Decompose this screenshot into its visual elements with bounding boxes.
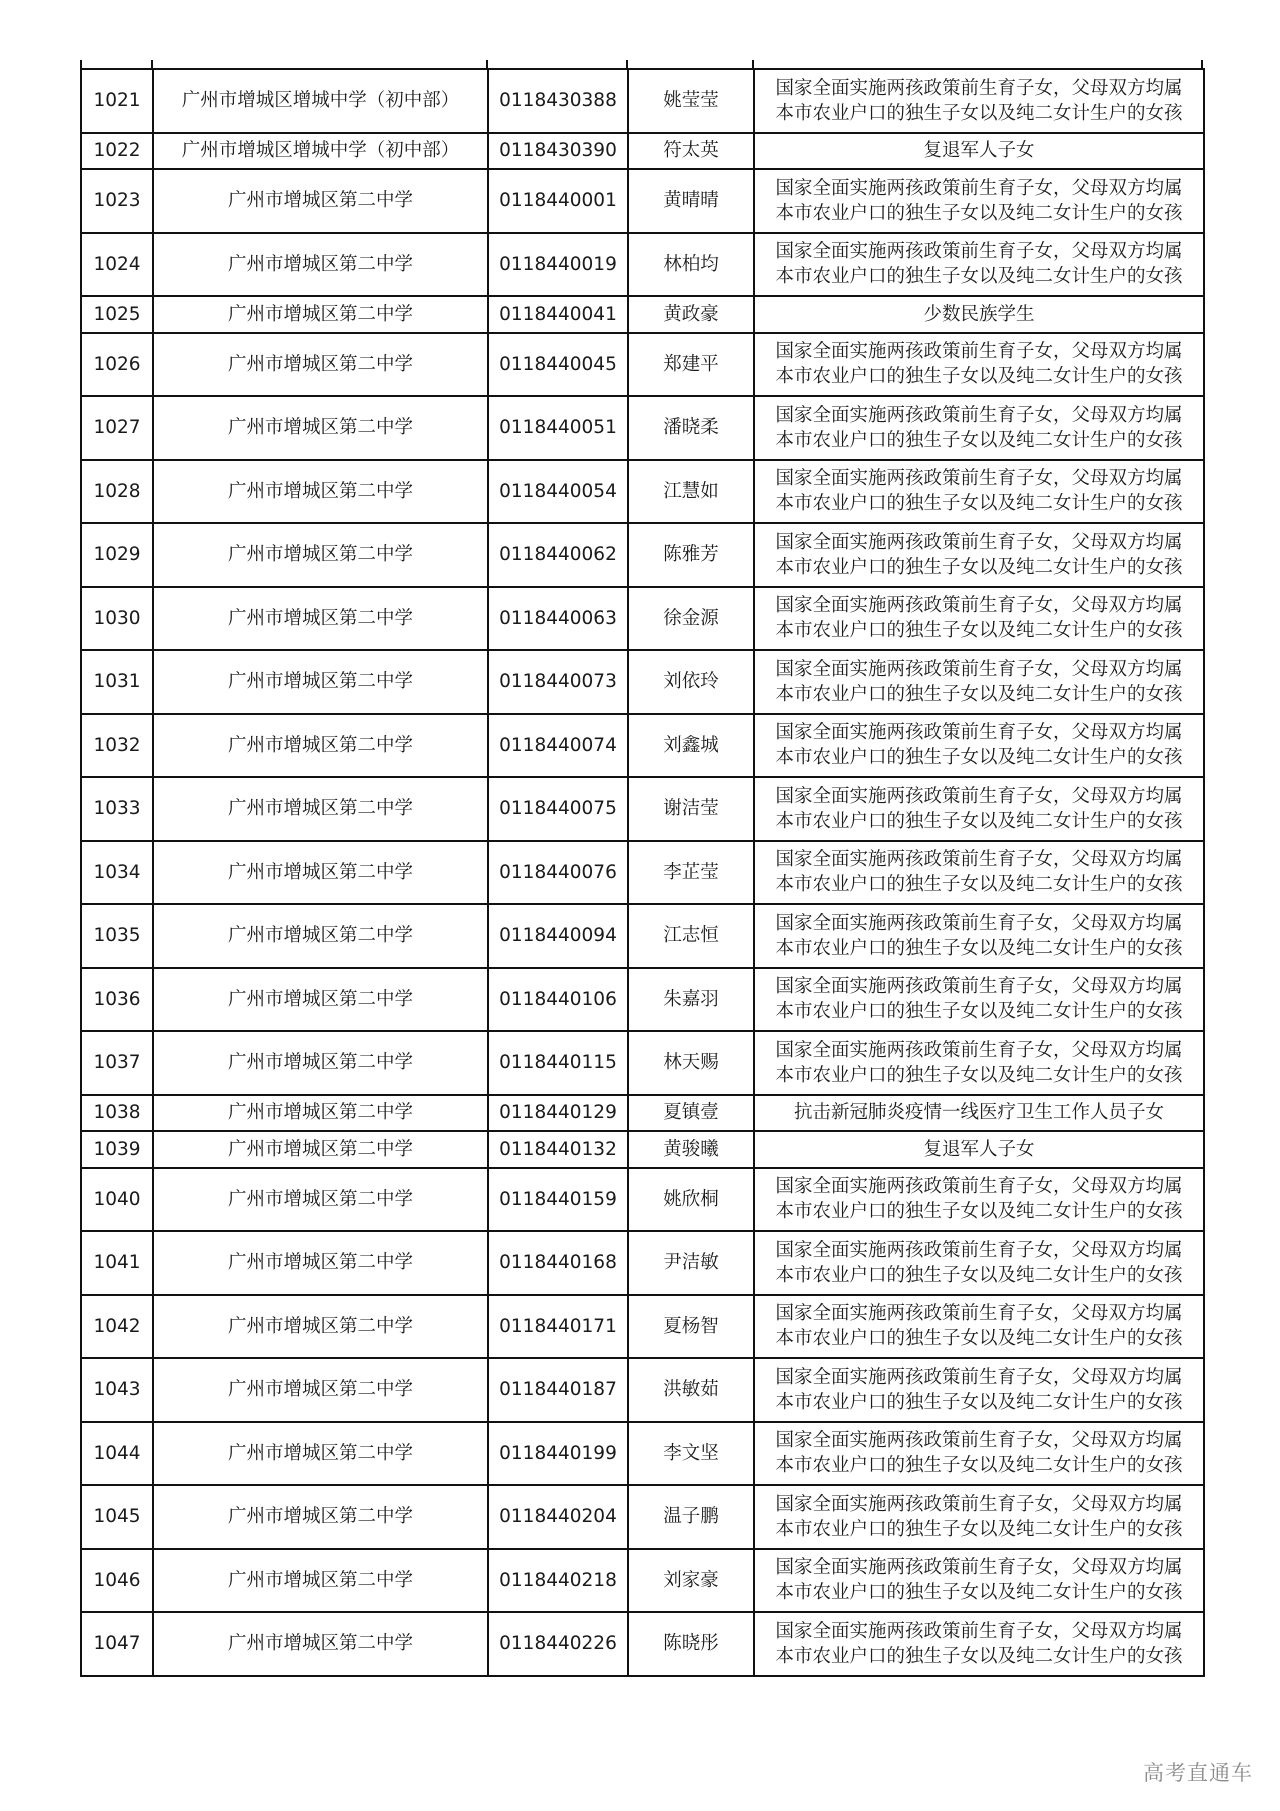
student-name: 符太英 xyxy=(628,133,754,170)
student-name: 林天赐 xyxy=(628,1031,754,1095)
table-row xyxy=(81,1422,1204,1486)
category-line: 国家全面实施两孩政策前生育子女，父母双方均属 xyxy=(775,468,1183,490)
category xyxy=(754,133,1204,170)
exam-number: 0118440129 xyxy=(488,1095,628,1132)
school-name: 广州市增城区第二中学 xyxy=(153,1095,488,1132)
category-line: 本市农业户口的独生子女以及纯二女计生户的女孩 xyxy=(775,1001,1183,1023)
table-row xyxy=(81,650,1204,714)
student-roster-table xyxy=(80,68,1205,1677)
category-line: 国家全面实施两孩政策前生育子女，父母双方均属 xyxy=(775,1303,1183,1325)
table-row xyxy=(81,69,1204,133)
category-line: 抗击新冠肺炎疫情一线医疗卫生工作人员子女 xyxy=(793,1102,1164,1124)
school-name: 广州市增城区第二中学 xyxy=(153,233,488,297)
table-row xyxy=(81,587,1204,651)
student-name: 谢洁莹 xyxy=(628,777,754,841)
row-number: 1029 xyxy=(81,523,153,587)
school-name: 广州市增城区第二中学 xyxy=(153,1485,488,1549)
category-line: 本市农业户口的独生子女以及纯二女计生户的女孩 xyxy=(775,1645,1183,1667)
exam-number: 0118440094 xyxy=(488,904,628,968)
row-number: 1035 xyxy=(81,904,153,968)
school-name: 广州市增城区第二中学 xyxy=(153,1295,488,1359)
row-number: 1023 xyxy=(81,169,153,233)
category-line: 本市农业户口的独生子女以及纯二女计生户的女孩 xyxy=(775,1391,1183,1413)
table-row xyxy=(81,1612,1204,1676)
category xyxy=(754,968,1204,1032)
student-name: 李文坚 xyxy=(628,1422,754,1486)
student-name: 夏镇壹 xyxy=(628,1095,754,1132)
student-name: 陈雅芳 xyxy=(628,523,754,587)
table-row xyxy=(81,296,1204,333)
table-row xyxy=(81,841,1204,905)
category xyxy=(754,396,1204,460)
table-row xyxy=(81,396,1204,460)
category-line: 国家全面实施两孩政策前生育子女，父母双方均属 xyxy=(775,849,1183,871)
category-line: 国家全面实施两孩政策前生育子女，父母双方均属 xyxy=(775,658,1183,680)
student-name: 夏杨智 xyxy=(628,1295,754,1359)
row-number: 1039 xyxy=(81,1131,153,1168)
category-line: 复退军人子女 xyxy=(923,140,1035,162)
student-name: 刘家豪 xyxy=(628,1549,754,1613)
table-row xyxy=(81,1295,1204,1359)
school-name: 广州市增城区第二中学 xyxy=(153,587,488,651)
category xyxy=(754,1358,1204,1422)
row-number: 1045 xyxy=(81,1485,153,1549)
exam-number: 0118440204 xyxy=(488,1485,628,1549)
student-name: 潘晓柔 xyxy=(628,396,754,460)
category xyxy=(754,233,1204,297)
category-line: 国家全面实施两孩政策前生育子女，父母双方均属 xyxy=(775,1176,1183,1198)
exam-number: 0118440218 xyxy=(488,1549,628,1613)
row-number: 1026 xyxy=(81,333,153,397)
category xyxy=(754,1422,1204,1486)
exam-number: 0118440106 xyxy=(488,968,628,1032)
exam-number: 0118440019 xyxy=(488,233,628,297)
student-name: 温子鹏 xyxy=(628,1485,754,1549)
category-line: 国家全面实施两孩政策前生育子女，父母双方均属 xyxy=(775,177,1183,199)
school-name: 广州市增城区第二中学 xyxy=(153,1168,488,1232)
table-row xyxy=(81,1131,1204,1168)
exam-number: 0118440199 xyxy=(488,1422,628,1486)
row-number: 1024 xyxy=(81,233,153,297)
exam-number: 0118440132 xyxy=(488,1131,628,1168)
row-number: 1038 xyxy=(81,1095,153,1132)
row-number: 1021 xyxy=(81,69,153,133)
table-row xyxy=(81,333,1204,397)
category xyxy=(754,587,1204,651)
row-number: 1031 xyxy=(81,650,153,714)
exam-number: 0118440074 xyxy=(488,714,628,778)
school-name: 广州市增城区第二中学 xyxy=(153,523,488,587)
exam-number: 0118430390 xyxy=(488,133,628,170)
category-line: 本市农业户口的独生子女以及纯二女计生户的女孩 xyxy=(775,937,1183,959)
row-number: 1040 xyxy=(81,1168,153,1232)
student-name: 姚欣桐 xyxy=(628,1168,754,1232)
category-line: 国家全面实施两孩政策前生育子女，父母双方均属 xyxy=(775,531,1183,553)
row-number: 1036 xyxy=(81,968,153,1032)
exam-number: 0118440063 xyxy=(488,587,628,651)
category-line: 国家全面实施两孩政策前生育子女，父母双方均属 xyxy=(775,912,1183,934)
category xyxy=(754,523,1204,587)
student-name: 姚莹莹 xyxy=(628,69,754,133)
table-row xyxy=(81,169,1204,233)
row-number: 1028 xyxy=(81,460,153,524)
student-name: 江慧如 xyxy=(628,460,754,524)
school-name: 广州市增城区第二中学 xyxy=(153,1612,488,1676)
exam-number: 0118440115 xyxy=(488,1031,628,1095)
category-line: 国家全面实施两孩政策前生育子女，父母双方均属 xyxy=(775,1239,1183,1261)
category-line: 复退军人子女 xyxy=(923,1138,1035,1160)
category-line: 本市农业户口的独生子女以及纯二女计生户的女孩 xyxy=(775,874,1183,896)
student-name: 郑建平 xyxy=(628,333,754,397)
category-line: 本市农业户口的独生子女以及纯二女计生户的女孩 xyxy=(775,102,1183,124)
school-name: 广州市增城区第二中学 xyxy=(153,169,488,233)
school-name: 广州市增城区第二中学 xyxy=(153,396,488,460)
table-row xyxy=(81,714,1204,778)
exam-number: 0118440045 xyxy=(488,333,628,397)
row-number: 1046 xyxy=(81,1549,153,1613)
category-line: 国家全面实施两孩政策前生育子女，父母双方均属 xyxy=(775,976,1183,998)
category-line: 本市农业户口的独生子女以及纯二女计生户的女孩 xyxy=(775,1518,1183,1540)
school-name: 广州市增城区第二中学 xyxy=(153,1549,488,1613)
school-name: 广州市增城区第二中学 xyxy=(153,1422,488,1486)
exam-number: 0118440001 xyxy=(488,169,628,233)
student-name: 黄晴晴 xyxy=(628,169,754,233)
exam-number: 0118440168 xyxy=(488,1231,628,1295)
student-name: 江志恒 xyxy=(628,904,754,968)
school-name: 广州市增城区第二中学 xyxy=(153,777,488,841)
category xyxy=(754,1295,1204,1359)
table-row xyxy=(81,1549,1204,1613)
row-number: 1047 xyxy=(81,1612,153,1676)
student-name: 林柏均 xyxy=(628,233,754,297)
category-line: 国家全面实施两孩政策前生育子女，父母双方均属 xyxy=(775,241,1183,263)
category-line: 国家全面实施两孩政策前生育子女，父母双方均属 xyxy=(775,1366,1183,1388)
category-line: 本市农业户口的独生子女以及纯二女计生户的女孩 xyxy=(775,202,1183,224)
student-name: 尹洁敏 xyxy=(628,1231,754,1295)
student-name: 洪敏茹 xyxy=(628,1358,754,1422)
category xyxy=(754,1231,1204,1295)
category xyxy=(754,714,1204,778)
student-name: 徐金源 xyxy=(628,587,754,651)
category-line: 少数民族学生 xyxy=(923,303,1035,325)
school-name: 广州市增城区第二中学 xyxy=(153,841,488,905)
category-line: 国家全面实施两孩政策前生育子女，父母双方均属 xyxy=(775,1493,1183,1515)
category xyxy=(754,460,1204,524)
category-line: 本市农业户口的独生子女以及纯二女计生户的女孩 xyxy=(775,266,1183,288)
exam-number: 0118440041 xyxy=(488,296,628,333)
category xyxy=(754,650,1204,714)
exam-number: 0118440076 xyxy=(488,841,628,905)
row-number: 1032 xyxy=(81,714,153,778)
school-name: 广州市增城区增城中学（初中部） xyxy=(153,133,488,170)
table-row xyxy=(81,233,1204,297)
table-row xyxy=(81,523,1204,587)
table-row xyxy=(81,904,1204,968)
student-name: 朱嘉羽 xyxy=(628,968,754,1032)
watermark: 高考直通车 xyxy=(1143,1761,1253,1785)
exam-number: 0118440159 xyxy=(488,1168,628,1232)
row-number: 1022 xyxy=(81,133,153,170)
category-line: 本市农业户口的独生子女以及纯二女计生户的女孩 xyxy=(775,1064,1183,1086)
row-number: 1042 xyxy=(81,1295,153,1359)
category-line: 本市农业户口的独生子女以及纯二女计生户的女孩 xyxy=(775,810,1183,832)
category-line: 本市农业户口的独生子女以及纯二女计生户的女孩 xyxy=(775,683,1183,705)
category xyxy=(754,69,1204,133)
exam-number: 0118440187 xyxy=(488,1358,628,1422)
school-name: 广州市增城区第二中学 xyxy=(153,650,488,714)
table-row xyxy=(81,777,1204,841)
category xyxy=(754,904,1204,968)
school-name: 广州市增城区第二中学 xyxy=(153,714,488,778)
category xyxy=(754,1095,1204,1132)
student-name: 陈晓彤 xyxy=(628,1612,754,1676)
exam-number: 0118440075 xyxy=(488,777,628,841)
student-name: 李芷莹 xyxy=(628,841,754,905)
school-name: 广州市增城区第二中学 xyxy=(153,1231,488,1295)
table-row xyxy=(81,1358,1204,1422)
category-line: 国家全面实施两孩政策前生育子女，父母双方均属 xyxy=(775,1430,1183,1452)
category xyxy=(754,1168,1204,1232)
category-line: 国家全面实施两孩政策前生育子女，父母双方均属 xyxy=(775,1620,1183,1642)
category-line: 国家全面实施两孩政策前生育子女，父母双方均属 xyxy=(775,1557,1183,1579)
school-name: 广州市增城区第二中学 xyxy=(153,333,488,397)
category-line: 本市农业户口的独生子女以及纯二女计生户的女孩 xyxy=(775,1201,1183,1223)
table-row xyxy=(81,1031,1204,1095)
student-name: 黄骏曦 xyxy=(628,1131,754,1168)
category-line: 本市农业户口的独生子女以及纯二女计生户的女孩 xyxy=(775,1582,1183,1604)
category xyxy=(754,333,1204,397)
table-row xyxy=(81,1095,1204,1132)
category xyxy=(754,1131,1204,1168)
student-name: 刘依玲 xyxy=(628,650,754,714)
exam-number: 0118440226 xyxy=(488,1612,628,1676)
category xyxy=(754,841,1204,905)
category-line: 本市农业户口的独生子女以及纯二女计生户的女孩 xyxy=(775,556,1183,578)
school-name: 广州市增城区增城中学（初中部） xyxy=(153,69,488,133)
exam-number: 0118430388 xyxy=(488,69,628,133)
row-number: 1033 xyxy=(81,777,153,841)
row-number: 1044 xyxy=(81,1422,153,1486)
table-row xyxy=(81,1168,1204,1232)
category-line: 国家全面实施两孩政策前生育子女，父母双方均属 xyxy=(775,1039,1183,1061)
table-row xyxy=(81,133,1204,170)
exam-number: 0118440073 xyxy=(488,650,628,714)
category-line: 本市农业户口的独生子女以及纯二女计生户的女孩 xyxy=(775,493,1183,515)
school-name: 广州市增城区第二中学 xyxy=(153,1358,488,1422)
exam-number: 0118440054 xyxy=(488,460,628,524)
row-number: 1034 xyxy=(81,841,153,905)
exam-number: 0118440171 xyxy=(488,1295,628,1359)
category-line: 国家全面实施两孩政策前生育子女，父母双方均属 xyxy=(775,77,1183,99)
table-row xyxy=(81,1231,1204,1295)
category-line: 本市农业户口的独生子女以及纯二女计生户的女孩 xyxy=(775,1455,1183,1477)
category-line: 本市农业户口的独生子女以及纯二女计生户的女孩 xyxy=(775,429,1183,451)
exam-number: 0118440051 xyxy=(488,396,628,460)
category xyxy=(754,169,1204,233)
row-number: 1027 xyxy=(81,396,153,460)
category-line: 本市农业户口的独生子女以及纯二女计生户的女孩 xyxy=(775,1264,1183,1286)
table-row xyxy=(81,1485,1204,1549)
category xyxy=(754,296,1204,333)
category-line: 本市农业户口的独生子女以及纯二女计生户的女孩 xyxy=(775,366,1183,388)
category-line: 本市农业户口的独生子女以及纯二女计生户的女孩 xyxy=(775,747,1183,769)
row-number: 1030 xyxy=(81,587,153,651)
category-line: 国家全面实施两孩政策前生育子女，父母双方均属 xyxy=(775,341,1183,363)
category-line: 本市农业户口的独生子女以及纯二女计生户的女孩 xyxy=(775,620,1183,642)
category xyxy=(754,1485,1204,1549)
school-name: 广州市增城区第二中学 xyxy=(153,296,488,333)
category-line: 本市农业户口的独生子女以及纯二女计生户的女孩 xyxy=(775,1328,1183,1350)
category-line: 国家全面实施两孩政策前生育子女，父母双方均属 xyxy=(775,785,1183,807)
row-number: 1025 xyxy=(81,296,153,333)
school-name: 广州市增城区第二中学 xyxy=(153,1131,488,1168)
roster-table-body xyxy=(81,69,1204,1676)
row-number: 1037 xyxy=(81,1031,153,1095)
school-name: 广州市增城区第二中学 xyxy=(153,968,488,1032)
table-row xyxy=(81,968,1204,1032)
school-name: 广州市增城区第二中学 xyxy=(153,1031,488,1095)
student-name: 刘鑫城 xyxy=(628,714,754,778)
school-name: 广州市增城区第二中学 xyxy=(153,904,488,968)
category xyxy=(754,1031,1204,1095)
category-line: 国家全面实施两孩政策前生育子女，父母双方均属 xyxy=(775,722,1183,744)
school-name: 广州市增城区第二中学 xyxy=(153,460,488,524)
exam-number: 0118440062 xyxy=(488,523,628,587)
category-line: 国家全面实施两孩政策前生育子女，父母双方均属 xyxy=(775,404,1183,426)
table-row xyxy=(81,460,1204,524)
category-line: 国家全面实施两孩政策前生育子女，父母双方均属 xyxy=(775,595,1183,617)
category xyxy=(754,1612,1204,1676)
student-name: 黄政豪 xyxy=(628,296,754,333)
row-number: 1043 xyxy=(81,1358,153,1422)
category xyxy=(754,1549,1204,1613)
row-number: 1041 xyxy=(81,1231,153,1295)
category xyxy=(754,777,1204,841)
